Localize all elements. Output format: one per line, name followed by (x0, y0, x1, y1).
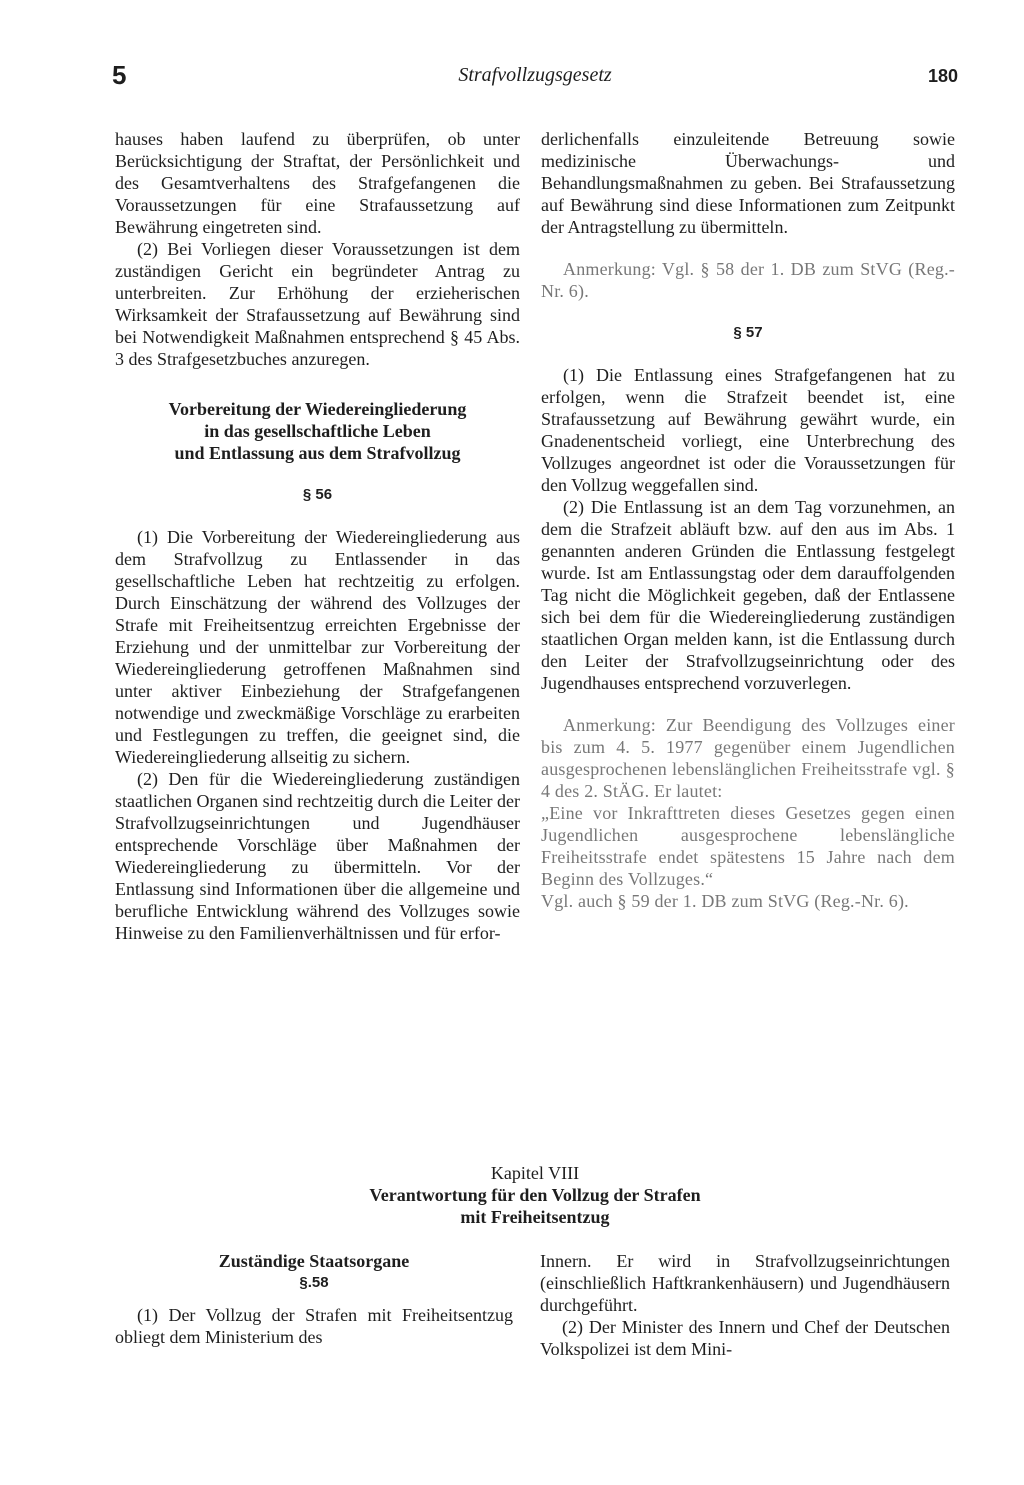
right-column (541, 128, 955, 912)
section-heading-line-3: und Entlassung aus dem Strafvollzug (174, 443, 461, 463)
chapter-heading (112, 1162, 958, 1228)
section-57-paragraph-1: (1) Die Entlassung eines Strafgefangenen hat zu erfolgen, wenn die Strafzeit beendet ist, eine Strafaussetzung auf Bewährung gewährt wurde, ein Gnadenentscheid vorliegt, eine Unterbrechung des Vollzuges angeordnet ist oder die Voraussetzungen für den Vollzug weggefallen sind. (541, 365, 955, 495)
paragraph-continuation-right: derlichenfalls einzuleitende Betreuung sowie medizinische Überwachungs- und Behandlungsmaßnahmen zu geben. Bei Strafaussetzung auf Bewährung sind diese Informationen zum Zeitpunkt der Antragstellung zu übermitteln. (541, 129, 955, 237)
annotation-quote: „Eine vor Inkrafttreten dieses Gesetzes gegen einen Jugendlichen ausgesprochene lebenslängliche Freiheitsstrafe endet spätestens 15 Jahre nach dem Beginn des Vollzuges.“ (541, 803, 955, 889)
chapter-title-line-2: mit Freiheitsentzug (460, 1207, 610, 1227)
running-title: Strafvollzugsgesetz (458, 64, 612, 86)
section-56-paragraph-1: (1) Die Vorbereitung der Wiedereingliederung aus dem Strafvollzug zu Entlassender in das gesellschaftliche Leben hat rechtzeitig zu erfolgen. Durch Einschätzung der während des Vollzuges der Strafe mit Freiheitsentzug erreichten Ergebnisse der Erziehung und der unmittelbar zur Vorbereitung der Wiedereingliederung getroffenen Maßnahmen sind unter aktiver Einbeziehung der Strafgefangenen notwendige und zweckmäßige Vorschläge zu erarbeiten und Festlegungen zu treffen, die geeignet sind, die Wiedereingliederung allseitig zu sichern. (115, 527, 520, 767)
section-58-heading: Zuständige Staatsorgane (218, 1251, 410, 1271)
section-57-number: § 57 (733, 324, 763, 341)
chapter-number: 5 (112, 60, 127, 90)
section-58-number: §.58 (299, 1274, 329, 1291)
bottom-left-column (115, 1250, 513, 1348)
chapter-label: Kapitel VIII (490, 1163, 580, 1183)
running-header (112, 60, 958, 100)
left-column (115, 128, 520, 944)
annotation-note-1: Anmerkung: Vgl. § 58 der 1. DB zum StVG (Reg.-Nr. 6). (541, 259, 955, 301)
section-heading-line-1: Vorbereitung der Wiedereingliederung (168, 399, 467, 419)
bottom-right-column (540, 1250, 950, 1360)
section-58-paragraph-1-continued: Innern. Er wird in Strafvollzugseinrichtungen (einschließlich Haftkrankenhäusern) und Jugendhäusern durchgeführt. (540, 1251, 950, 1315)
section-57-paragraph-2: (2) Die Entlassung ist an dem Tag vorzunehmen, an dem die Strafzeit abläuft bzw. auf den aus im Abs. 1 genannten anderen Gründen die Entlassung festgelegt wurde. Ist am Entlassungstag oder dem darauffolgenden Tag nicht die Möglichkeit gegeben, daß der Entlassene sich bei dem für die Wiedereingliederung zuständigen staatlichen Organ melden kann, ist die Entlassung durch den Leiter der Strafvollzugseinrichtung oder des Jugendhauses entsprechend vorzuverlegen. (541, 497, 955, 693)
annotation-note-2: Anmerkung: Zur Beendigung des Vollzuges einer bis zum 4. 5. 1977 gegenüber einem Jugendlichen ausgesprochenen lebenslänglichen Freiheitsstrafe vgl. § 4 des 2. StÄG. Er lautet: (541, 715, 955, 801)
section-56-number: § 56 (302, 486, 333, 503)
section-58-paragraph-2: (2) Der Minister des Innern und Chef der Deutschen Volkspolizei ist dem Mini- (540, 1317, 950, 1359)
section-heading-line-2: in das gesellschaftliche Leben (204, 421, 431, 441)
section-56-paragraph-2: (2) Den für die Wiedereingliederung zuständigen staatlichen Organen sind rechtzeitig durch die Leiter der Strafvollzugseinrichtungen und Jugendhäuser entsprechende Vorschläge über Maßnahmen der Wiedereingliederung zu übermitteln. Vor der Entlassung sind Informationen über die allgemeine und berufliche Entwicklung während des Vollzuges sowie Hinweise zu den Familienverhältnissen und für erfor- (115, 769, 520, 943)
paragraph-2: (2) Bei Vorliegen dieser Voraussetzungen ist dem zuständigen Gericht ein begründeter Antrag zu unterbreiten. Zur Erhöhung der erzieherischen Wirksamkeit der Strafaussetzung auf Bewährung sind bei Notwendigkeit Maßnahmen entsprechend § 45 Abs. 3 des Strafgesetzbuches anzuregen. (115, 239, 520, 369)
paragraph-continuation: hauses haben laufend zu überprüfen, ob unter Berücksichtigung der Straftat, der Persönlichkeit und des Gesamtverhaltens des Strafgefangenen die Voraussetzungen für eine Strafaussetzung auf Bewährung eingetreten sind. (115, 129, 520, 237)
annotation-reference: Vgl. auch § 59 der 1. DB zum StVG (Reg.-Nr. 6). (541, 891, 909, 911)
chapter-title-line-1: Verantwortung für den Vollzug der Strafen (369, 1185, 701, 1205)
section-58-paragraph-1: (1) Der Vollzug der Strafen mit Freiheitsentzug obliegt dem Ministerium des (115, 1305, 513, 1347)
page-number: 180 (927, 66, 958, 86)
